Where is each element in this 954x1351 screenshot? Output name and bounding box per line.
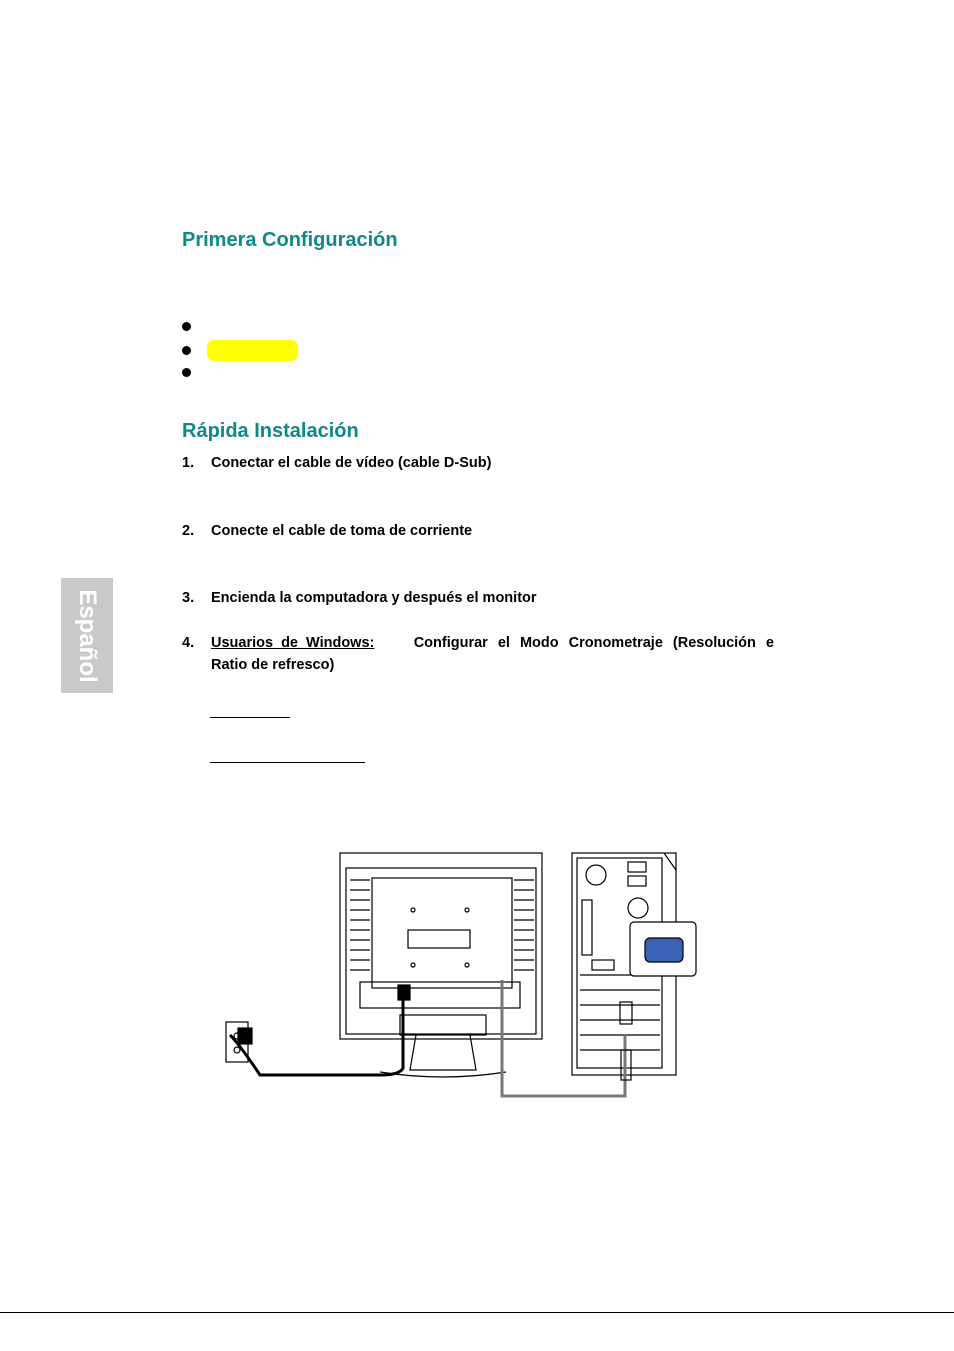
subitem-underline-1 <box>210 717 290 718</box>
step-text: Encienda la computadora y después el monitor <box>211 590 537 606</box>
subitem-underline-2 <box>210 762 365 763</box>
step-text: Conectar el cable de vídeo (cable D-Sub) <box>211 455 492 471</box>
step-4 <box>182 632 774 676</box>
step-2 <box>182 520 782 542</box>
step-4-label: Usuarios de Windows: <box>211 635 375 651</box>
step-number: 3. <box>182 590 195 606</box>
section-title-quick-install: Rápida Instalación <box>182 420 359 442</box>
step-3 <box>182 587 782 609</box>
step-text: Configurar el Modo Cronometraje (Resolución e <box>413 635 774 651</box>
section-title-first-setup: Primera Configuración <box>182 229 398 251</box>
bullet-3 <box>182 368 191 377</box>
language-side-tab <box>61 578 113 693</box>
step-text: Conecte el cable de toma de corriente <box>211 523 473 539</box>
step-text-continued: Ratio de refresco) <box>211 657 335 673</box>
power-cable-icon <box>230 985 403 1075</box>
step-1 <box>182 452 782 474</box>
bullet-2 <box>182 346 191 355</box>
step-number: 2. <box>182 523 195 539</box>
connection-diagram <box>220 850 700 1105</box>
monitor-vent-right <box>514 880 534 970</box>
step-number: 1. <box>182 455 195 471</box>
footer-rule <box>0 1312 954 1313</box>
step-number: 4. <box>182 635 195 651</box>
highlight-mark <box>207 340 298 361</box>
bullet-1 <box>182 322 191 331</box>
step-4-line-1 <box>211 632 774 654</box>
monitor-vent-left <box>350 880 370 970</box>
language-label: Español <box>74 588 101 683</box>
